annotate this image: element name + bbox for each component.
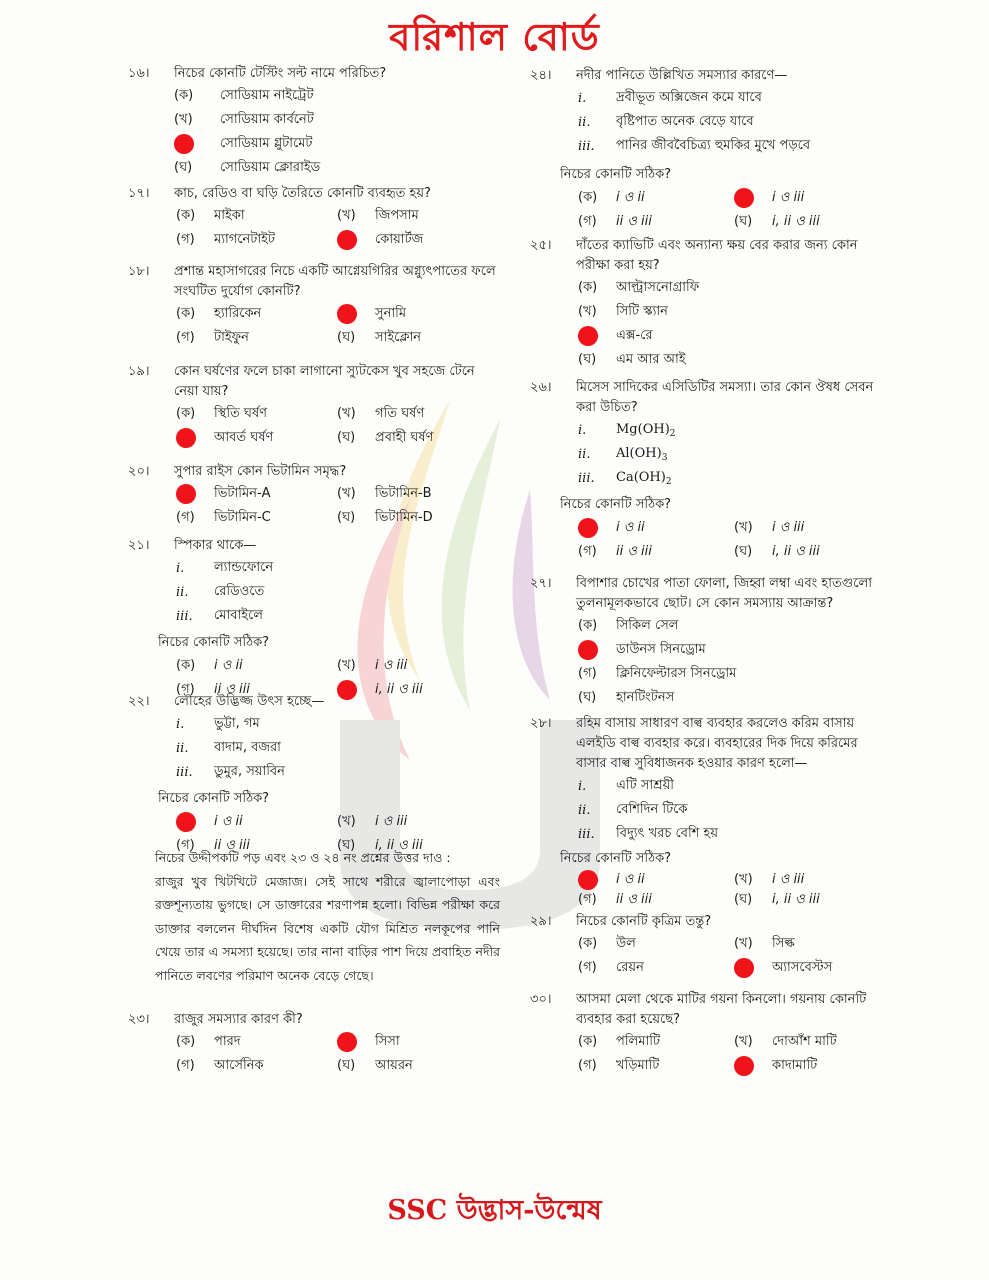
- answer-marker: [337, 1032, 357, 1052]
- statement-label: ii.: [578, 114, 591, 130]
- option-label: (খ): [337, 405, 356, 421]
- question-text: রাজুর সমস্যার কারণ কী?: [174, 1012, 303, 1027]
- option-label: (গ): [578, 1057, 597, 1073]
- question-number: ২৬।: [530, 380, 552, 395]
- option-text: ii ও iii: [214, 837, 250, 853]
- option-label: (গ): [176, 509, 195, 525]
- question-number: ২৪।: [530, 68, 552, 83]
- passage-intro: নিচের উদ্দীপকটি পড় এবং ২৩ ও ২৪ নং প্রশ্নের উত্তর দাও :: [155, 850, 451, 865]
- option-label: (ঘ): [337, 509, 356, 525]
- question-16: [128, 64, 498, 180]
- option-text: টাইফুন: [214, 329, 249, 345]
- option-label: (ঘ): [578, 689, 597, 705]
- option-label: (খ): [174, 111, 193, 127]
- question-number: ২৫।: [530, 238, 552, 253]
- option-label: (ক): [578, 935, 598, 951]
- option-text: কাদামাটি: [772, 1057, 818, 1073]
- option-label: (ক): [176, 657, 196, 673]
- option-label: (গ): [176, 231, 195, 247]
- statement-text: ল্যান্ডফোনে: [214, 559, 274, 575]
- question-number: ২৮।: [530, 716, 552, 731]
- option-text: সোডিয়াম ক্লোরাইড: [220, 159, 321, 175]
- option-text: সিটি স্ক্যান: [616, 303, 668, 319]
- option-text: উল: [616, 935, 636, 951]
- option-text: সিল্ক: [772, 935, 795, 951]
- option-label: (ঘ): [578, 351, 597, 367]
- option-label: (খ): [734, 935, 753, 951]
- stimulus-passage: [155, 846, 500, 987]
- option-text: i ও ii: [214, 813, 243, 829]
- option-text: সিকিল সেল: [616, 617, 679, 633]
- statement-label: i.: [578, 778, 587, 794]
- option-text: i, ii ও iii: [375, 837, 423, 853]
- option-text: ii ও iii: [616, 543, 652, 559]
- option-text: i ও iii: [772, 189, 805, 205]
- option-text: ii ও iii: [616, 891, 652, 907]
- option-label: (খ): [734, 871, 753, 887]
- statement-text: বেশিদিন টিকে: [616, 801, 688, 817]
- answer-marker: [734, 958, 754, 978]
- question-18: [128, 262, 498, 350]
- prompt-text: নিচের কোনটি সঠিক?: [158, 635, 270, 650]
- question-text: স্পিকার থাকে—: [174, 538, 257, 553]
- option-text: i ও ii: [214, 657, 243, 673]
- option-text: সোডিয়াম নাইট্রেট: [220, 87, 314, 103]
- option-text: ডাউনস সিনড্রোম: [616, 641, 706, 657]
- statement-label: iii.: [578, 138, 595, 154]
- question-30: [530, 990, 890, 1078]
- option-label: (খ): [337, 813, 356, 829]
- question-text: নিচের কোনটি কৃত্রিম তন্তু?: [576, 914, 712, 929]
- statement-text: পানির জীববৈচিত্র্য হুমকির মুখে পড়বে: [616, 137, 811, 153]
- statement-text: $Mg(OH)_2$: [616, 421, 676, 439]
- question-24: [530, 66, 890, 234]
- answer-marker: [578, 640, 598, 660]
- question-number: ২২।: [128, 694, 150, 709]
- statement-text: এটি সাশ্রয়ী: [616, 777, 675, 793]
- question-text: কাচ, রেডিও বা ঘড়ি তৈরিতে কোনটি ব্যবহৃত হয়?: [174, 186, 431, 201]
- statement-text: মোবাইলে: [214, 607, 263, 623]
- option-label: (খ): [578, 303, 597, 319]
- question-text: বিপাশার চোখের পাতা ফোলা, জিহ্বা লম্বা এবং হাতগুলো তুলনামূলকভাবে ছোট। সে কোন সমস্যায় আক্রান্ত?: [576, 576, 872, 611]
- option-text: ম্যাগনেটাইট: [214, 231, 275, 247]
- answer-marker: [337, 230, 357, 250]
- option-label: (ঘ): [337, 1057, 356, 1073]
- question-number: ২৯।: [530, 914, 552, 929]
- option-text: কোয়ার্টজ: [375, 231, 424, 247]
- statement-label: i.: [578, 90, 587, 106]
- question-19: [128, 362, 498, 450]
- option-text: i ও ii: [616, 519, 645, 535]
- option-text: এম আর আই: [616, 351, 686, 367]
- statement-text: বাদাম, বজরা: [214, 739, 281, 755]
- option-label: (ঘ): [734, 543, 753, 559]
- option-label: (ক): [578, 1033, 598, 1049]
- option-label: (ঘ): [174, 159, 193, 175]
- option-text: গতি ঘর্ষণ: [375, 405, 425, 421]
- option-text: দোআঁশ মাটি: [772, 1033, 837, 1049]
- option-label: (গ): [578, 213, 597, 229]
- option-text: আবর্ত ঘর্ষণ: [214, 429, 274, 445]
- page-title: বরিশাল বোর্ড: [389, 14, 600, 59]
- option-label: (গ): [578, 959, 597, 975]
- option-label: (গ): [578, 665, 597, 681]
- statement-text: বৃষ্টিপাত অনেক বেড়ে যাবে: [616, 113, 754, 129]
- question-text: আসমা মেলা থেকে মাটির গয়না কিনলো। গয়নায় কোনটি ব্যবহার করা হয়েছে?: [576, 992, 867, 1027]
- statement-text: বিদ্যুৎ খরচ বেশি হয়: [616, 825, 719, 841]
- footer-brand: SSC উদ্ভাস-উন্মেষ: [387, 1195, 602, 1226]
- option-text: অ্যাসবেস্টস: [772, 959, 833, 975]
- answer-marker: [337, 304, 357, 324]
- option-label: (ক): [176, 207, 196, 223]
- prompt-text: নিচের কোনটি সঠিক?: [158, 791, 270, 806]
- option-label: (গ): [176, 1057, 195, 1073]
- question-text: রহিম বাসায় সাধারণ বাল্ব ব্যবহার করলেও করিম বাসায় এলইডি বাল্ব ব্যবহার করে। ব্যবহারের দিক দিয়ে করিমের বাসার বাল্ব সুবিধাজনক হওয়ার কারণ হলো—: [576, 716, 858, 771]
- option-text: এক্স-রে: [616, 327, 653, 343]
- prompt-text: নিচের কোনটি সঠিক?: [560, 851, 672, 866]
- statement-label: ii.: [578, 446, 591, 462]
- statement-text: ভুট্টা, গম: [214, 715, 260, 731]
- statement-text: $Ca(OH)_2$: [616, 469, 672, 487]
- option-label: (খ): [337, 207, 356, 223]
- statement-label: i.: [578, 422, 587, 438]
- statement-text: $Al(OH)_3$: [616, 445, 668, 463]
- option-text: সোডিয়াম গ্লুটামেট: [220, 135, 313, 151]
- option-text: i ও iii: [772, 871, 805, 887]
- question-17: [128, 184, 498, 252]
- question-text: সুপার রাইস কোন ভিটামিন সমৃদ্ধ?: [174, 464, 347, 479]
- answer-marker: [578, 518, 598, 538]
- question-number: ২৭।: [530, 576, 552, 591]
- statement-label: ii.: [176, 584, 189, 600]
- question-26: [530, 378, 890, 564]
- question-text: মিসেস সাদিকের এসিডিটির সমস্যা। তার কোন ঔষধ সেবন করা উচিত?: [576, 380, 874, 415]
- option-text: i ও iii: [375, 813, 408, 829]
- statement-label: iii.: [578, 470, 595, 486]
- option-text: মাইকা: [214, 207, 245, 223]
- question-21: [128, 536, 498, 702]
- statement-label: i.: [176, 560, 185, 576]
- option-text: i, ii ও iii: [772, 213, 820, 229]
- option-text: জিপসাম: [375, 207, 419, 223]
- question-25: [530, 236, 890, 372]
- statement-text: ডুমুর, সয়াবিন: [214, 763, 285, 779]
- option-text: হানটিংটনস: [616, 689, 675, 705]
- option-text: ii ও iii: [616, 213, 652, 229]
- option-text: ভিটামিন-D: [375, 509, 433, 525]
- statement-label: iii.: [578, 826, 595, 842]
- option-label: (ক): [176, 1033, 196, 1049]
- option-text: ভিটামিন-A: [214, 485, 271, 501]
- option-text: আর্সেনিক: [214, 1057, 264, 1073]
- statement-label: iii.: [176, 608, 193, 624]
- statement-text: দ্রবীভূত অক্সিজেন কমে যাবে: [616, 89, 762, 105]
- answer-marker: [174, 134, 194, 154]
- option-text: আল্ট্রাসনোগ্রাফি: [616, 279, 700, 295]
- option-text: খড়িমাটি: [616, 1057, 660, 1073]
- option-text: i, ii ও iii: [772, 543, 820, 559]
- option-text: i ও iii: [772, 519, 805, 535]
- option-text: সিসা: [375, 1033, 400, 1049]
- option-text: স্থিতি ঘর্ষণ: [214, 405, 267, 421]
- option-text: সোডিয়াম কার্বনেট: [220, 111, 314, 127]
- question-text: কোন ঘর্ষণের ফলে চাকা লাগানো স্যুটকেস খুব সহজে টেনে নেয়া যায়?: [174, 364, 475, 399]
- answer-marker: [578, 870, 598, 890]
- question-23: [128, 1010, 498, 1078]
- option-text: আয়রন: [375, 1057, 413, 1073]
- option-text: রেয়ন: [616, 959, 644, 975]
- question-text: নদীর পানিতে উল্লিখিত সমস্যার কারণে—: [576, 68, 788, 83]
- option-text: i ও ii: [616, 189, 645, 205]
- option-text: পলিমাটি: [616, 1033, 661, 1049]
- prompt-text: নিচের কোনটি সঠিক?: [560, 497, 672, 512]
- answer-marker: [734, 188, 754, 208]
- question-29: [530, 912, 890, 980]
- question-number: ২৩।: [128, 1012, 150, 1027]
- option-label: (ক): [174, 87, 194, 103]
- option-label: (ক): [176, 405, 196, 421]
- option-text: হ্যারিকেন: [214, 305, 262, 321]
- option-text: ভিটামিন-B: [375, 485, 432, 501]
- option-text: i ও ii: [616, 871, 645, 887]
- option-label: (ঘ): [337, 837, 356, 853]
- answer-marker: [176, 484, 196, 504]
- statement-text: রেডিওতে: [214, 583, 265, 599]
- option-text: প্রবাহী ঘর্ষণ: [375, 429, 434, 445]
- option-label: (ক): [578, 617, 598, 633]
- question-number: ১৯।: [128, 364, 150, 379]
- answer-marker: [176, 812, 196, 832]
- prompt-text: নিচের কোনটি সঠিক?: [560, 167, 672, 182]
- question-text: লৌহের উদ্ভিজ্জ উৎস হচ্ছে—: [174, 694, 325, 709]
- question-text: প্রশান্ত মহাসাগরের নিচে একটি আগ্নেয়গিরির অগ্ন্যুৎপাতের ফলে সংঘটিত দুর্যোগ কোনটি?: [174, 264, 496, 299]
- option-text: পারদ: [214, 1033, 241, 1049]
- option-label: (ঘ): [734, 891, 753, 907]
- option-label: (গ): [176, 329, 195, 345]
- question-text: নিচের কোনটি টেস্টিং সল্ট নামে পরিচিত?: [174, 66, 387, 81]
- option-label: (ঘ): [734, 213, 753, 229]
- option-text: সুনামি: [375, 305, 407, 321]
- option-text: i, ii ও iii: [772, 891, 820, 907]
- option-label: (খ): [337, 485, 356, 501]
- option-label: (গ): [578, 891, 597, 907]
- question-number: ১৬।: [128, 66, 150, 81]
- statement-label: ii.: [578, 802, 591, 818]
- option-label: (গ): [176, 681, 195, 697]
- option-label: (খ): [337, 657, 356, 673]
- question-20: [128, 462, 498, 530]
- option-text: সাইক্লোন: [375, 329, 422, 345]
- passage-body: রাজুর খুব খিটখিটে মেজাজ। সেই সাথে শরীরে জ্বালাপোড়া এবং রক্তশূন্যতায় ভুগছে। সে ডাক্তারের শরণাপন্ন হলো। বিভিন্ন পরীক্ষা করে ডাক্তার বললেন দীর্ঘদিন বিশেষ একটি যৌগ মিশ্রিত নলকূপের পানি খেয়ে তার এ সমস্যা হয়েছে। তার নানা বাড়ির পাশ দিয়ে প্রবাহিত নদীর পানিতে লবণের পরিমাণ অনেক বেড়ে গেছে।: [155, 873, 500, 983]
- question-28: [530, 714, 890, 910]
- option-label: (খ): [734, 519, 753, 535]
- option-label: (ক): [578, 279, 598, 295]
- option-label: (খ): [734, 1033, 753, 1049]
- statement-label: iii.: [176, 764, 193, 780]
- option-label: (ক): [176, 305, 196, 321]
- statement-label: ii.: [176, 740, 189, 756]
- question-number: ১৮।: [128, 264, 150, 279]
- option-text: i, ii ও iii: [375, 681, 423, 697]
- question-number: ২১।: [128, 538, 150, 553]
- option-label: (ঘ): [337, 329, 356, 345]
- option-label: (গ): [176, 837, 195, 853]
- question-number: ৩০।: [530, 992, 552, 1007]
- option-label: (ঘ): [337, 429, 356, 445]
- option-text: ভিটামিন-C: [214, 509, 271, 525]
- option-label: (গ): [578, 543, 597, 559]
- option-text: i ও iii: [375, 657, 408, 673]
- answer-marker: [176, 428, 196, 448]
- question-22: [128, 692, 498, 858]
- question-number: ২০।: [128, 464, 150, 479]
- option-text: ii ও iii: [214, 681, 250, 697]
- option-text: ক্লিনিফেল্টারস সিনড্রোম: [616, 665, 737, 681]
- option-label: (ক): [578, 189, 598, 205]
- question-text: দাঁতের ক্যাভিটি এবং অন্যান্য ক্ষয় বের করার জন্য কোন পরীক্ষা করা হয়?: [576, 238, 858, 273]
- question-number: ১৭।: [128, 186, 150, 201]
- statement-label: i.: [176, 716, 185, 732]
- answer-marker: [578, 326, 598, 346]
- question-27: [530, 574, 890, 710]
- answer-marker: [734, 1056, 754, 1076]
